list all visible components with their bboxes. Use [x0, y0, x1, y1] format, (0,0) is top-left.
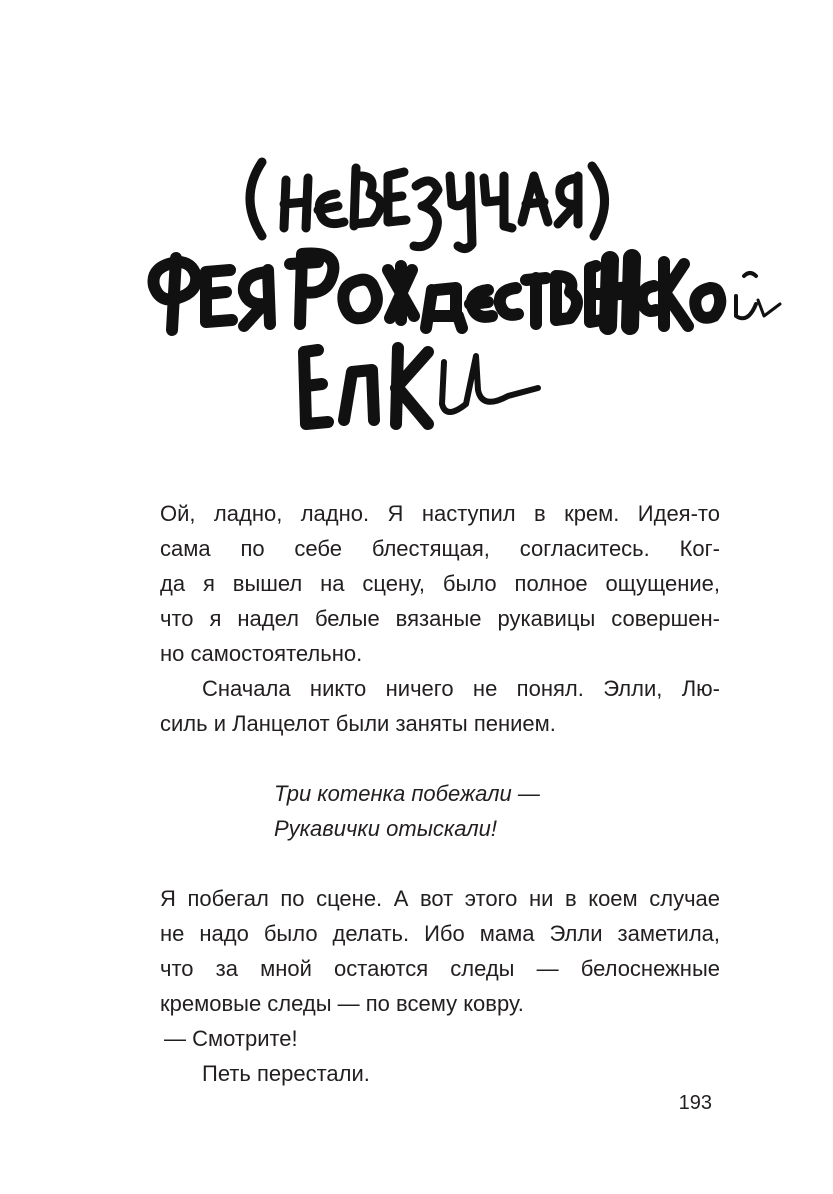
verse — [160, 776, 720, 846]
text-line: Сначала никто ничего не понял. Элли, Лю- — [202, 676, 720, 701]
title-line-1-art — [250, 162, 605, 249]
text-line: что я надел белые вязаные рукавицы совершен- — [160, 606, 720, 631]
brush-lettering-title — [0, 0, 833, 460]
paragraph-1 — [160, 496, 720, 671]
title-line-2-art — [154, 253, 781, 330]
text-line: кремовые следы — по всему ковру. — [160, 991, 524, 1016]
dialog-line — [160, 1021, 720, 1056]
page-number: 193 — [678, 1092, 712, 1114]
chapter-title — [0, 0, 833, 460]
verse-line: Три котенка побежали — — [274, 781, 540, 806]
paragraph-4 — [160, 1056, 720, 1091]
text-line: что за мной остаются следы — белоснежные — [160, 956, 720, 981]
text-line: сама по себе блестящая, согласитесь. Ког- — [160, 536, 720, 561]
text-line: силь и Ланцелот были заняты пением. — [160, 711, 556, 736]
text-line: да я вышел на сцену, было полное ощущение, — [160, 571, 720, 596]
text-line: Я побегал по сцене. А вот этого ни в коем случае — [160, 886, 720, 911]
body-text — [160, 496, 720, 1091]
verse-line: Рукавички отыскали! — [274, 816, 498, 841]
text-line: но самостоятельно. — [160, 641, 363, 666]
text-line: — Смотрите! — [164, 1026, 298, 1051]
text-line: не надо было делать. Ибо мама Элли заметила, — [160, 921, 720, 946]
paragraph-2 — [160, 671, 720, 741]
text-line: Ой, ладно, ладно. Я наступил в крем. Идея-то — [160, 501, 720, 526]
paragraph-3 — [160, 881, 720, 1021]
title-line-3-art — [304, 348, 538, 424]
text-line: Петь перестали. — [202, 1061, 370, 1086]
